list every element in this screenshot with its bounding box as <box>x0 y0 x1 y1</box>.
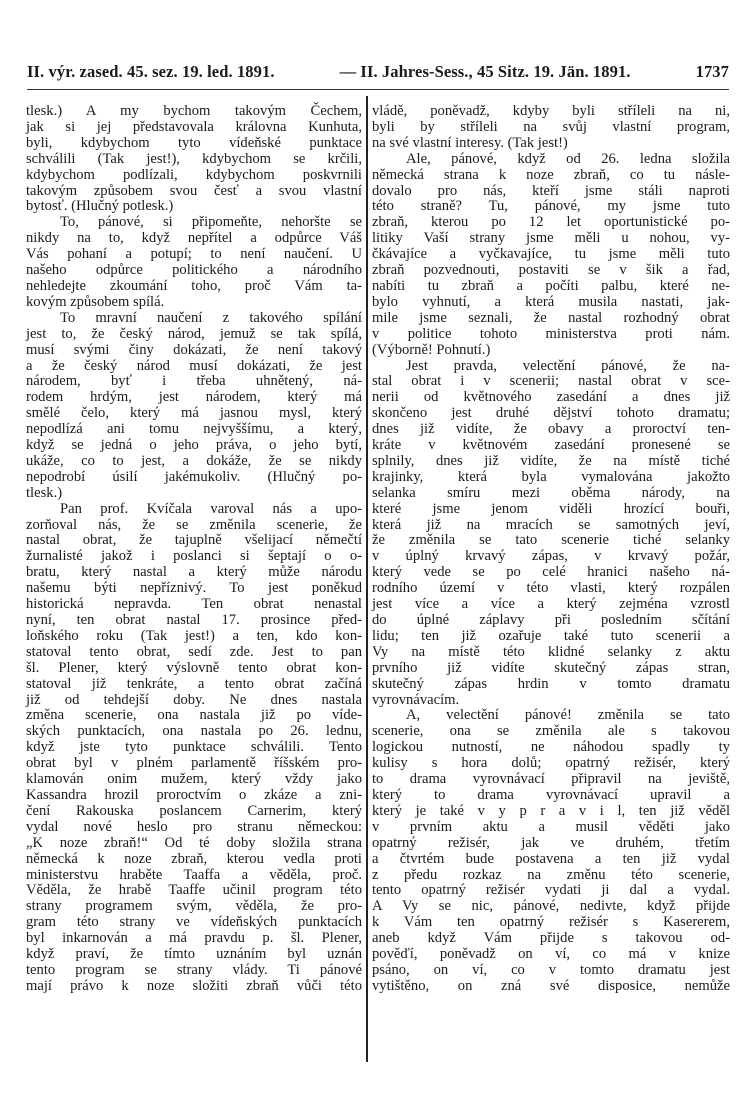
paragraph <box>372 152 730 359</box>
text-line: v úplný krvavý zápas, v krvavý požár, <box>372 548 730 565</box>
text-line: to drama vyrovnávací připravil na jeviště, <box>372 771 730 788</box>
text-line: aneb když Vám přijde s takovou od- <box>372 930 730 947</box>
text-line: čkávajíce a vyčkavajíce, tu jsme měli tuto <box>372 246 730 263</box>
text-line: byli by stříleli na svůj vlastní program, <box>372 118 730 135</box>
text-line: v prvním aktu a musil věděti jako <box>372 818 730 835</box>
text-line: tento program se strany vlády. Ti pánové <box>26 961 362 978</box>
text-line: kdybychom podlízali, kdybychom poskvrnili <box>26 166 362 183</box>
text-line: vytištěno, on zná své disposice, nemůže <box>372 977 730 994</box>
text-line: které jsme jenom viděli hrozící bouři, <box>372 500 730 517</box>
text-line: statoval již tenkráte, a tento obrat začíná <box>26 675 362 692</box>
text-line: již od tehdejší doby. Ne dnes nastala <box>26 691 362 708</box>
page-number: 1737 <box>695 62 729 81</box>
text-line: byl inkarnován a má pravdu p. šl. Plener, <box>26 930 362 947</box>
text-line: vyrovnávacím. <box>372 691 460 708</box>
text-line: tlesk.) A my bychom takovým Čechem, <box>26 103 362 119</box>
text-line: kovým způsobem spílá. <box>26 293 165 310</box>
text-line: opatrný režisér, jak ve druhém, třetím <box>372 834 730 851</box>
text-line: A Vy se nic, pánové, nedivte, když přijde <box>372 898 730 915</box>
text-line: Vy na místě této klidné selanky z aktu <box>372 643 730 660</box>
text-line: nepodlízá ani tomu nejvyššímu, a který, <box>26 421 362 438</box>
text-line: našeho odpůrce politického a národního <box>26 262 362 279</box>
text-line: na své vlastní interesy. (Tak jest!) <box>372 134 568 151</box>
text-line: kráte v květnovém zasedání pronesené se <box>372 437 730 454</box>
text-line: který to drama vyrovnávací upravil a <box>372 786 730 803</box>
text-line: logickou nutností, ne náhodou spadly ty <box>372 739 730 756</box>
text-line: stal obrat i v scenerii; nastal obrat v sce- <box>372 373 730 390</box>
text-line: národem, byť i třeba uhnětený, ná- <box>26 373 362 390</box>
text-line: rodního území v této vlasti, který rozpálen <box>372 580 730 597</box>
text-line: scenerie, ona se změnila ale s takovou <box>372 723 730 740</box>
text-line: která již na mracích se samotných jeví, <box>372 516 730 533</box>
text-line: zorňoval nás, že se změnila scenerie, že <box>26 516 362 533</box>
text-line: k Vám ten opatrný režisér s Kasererem, <box>372 914 730 931</box>
text-line: který je také v y p r a v i l, ten již věděl <box>372 802 730 819</box>
text-line: prvního již vidíte skutečný zápas stran, <box>372 659 730 676</box>
right-column <box>372 104 730 995</box>
text-line: psáno, on ví, co v tomto dramatu jest <box>372 961 730 978</box>
text-line: historická nepravda. Ten obrat nenastal <box>26 596 362 613</box>
paragraph <box>372 359 730 709</box>
text-line: ukáže, co to jest, a dokáže, že se nikdy <box>26 452 362 469</box>
header-rule <box>27 89 729 90</box>
text-line: byli, kdybychom tyto vídeňské punktace <box>26 134 362 151</box>
text-line: musí svými činy dokázati, že není takový <box>26 341 362 358</box>
paragraph <box>372 104 730 152</box>
text-line: smělé čelo, který má jasnou mysl, který <box>26 405 362 422</box>
left-column <box>26 104 362 995</box>
text-line: loňského roku (Tak jest!) a ten, kdo kon- <box>26 627 362 644</box>
text-line: To, pánové, si připomeňte, nehoršte se <box>60 214 362 231</box>
text-line: německá k noze zbraň, kterou vedla proti <box>26 850 362 867</box>
text-line: lidu; ten již ozařuje také tuto scenerii a <box>372 627 730 644</box>
text-line: v politice tohoto ministerstva proti nám. <box>372 325 730 342</box>
text-line: nikdy na to, když nepřítel a odpůrce Váš <box>26 230 362 247</box>
text-line: nehledejte zkoumání toho, proč Vám ta- <box>26 277 362 294</box>
text-line: když jste tyto punktace schválili. Tento <box>26 739 362 756</box>
text-line: skončeno jest druhé dějství tohoto dramatu; <box>372 405 730 422</box>
text-line: a čtvrtém bude postavena a ten již vydal <box>372 850 730 867</box>
text-line: pověďí, poněvadž on ví, co má v knize <box>372 946 730 963</box>
text-line: této straně? Tu, pánové, my jsme tuto <box>372 198 730 215</box>
text-line: do úplné záplavy při posledním sčítání <box>372 612 730 628</box>
text-line: z předu rozkaz na změnu této scenerie, <box>372 866 730 883</box>
text-line: nyní, ten obrat nastal 17. prosince před- <box>26 612 362 628</box>
text-line: změna scenerie, ona nastala již po víde- <box>26 707 362 724</box>
text-line: dovalo pro nás, kteří jsme stáli naproti <box>372 182 730 199</box>
text-line: zbraň, kterou po 12 let oportunistické po- <box>372 214 730 231</box>
text-line: statoval tento obrat, sedí zde. Jest to pan <box>26 643 362 660</box>
text-line: Věděla, že hrabě Taaffe učinil program této <box>26 882 362 899</box>
text-line: bylo vyhnutí, a která musila nastati, jak- <box>372 293 730 310</box>
text-line: našemu býti nepříznivý. To jest poněkud <box>26 580 362 597</box>
text-line: když praví, že tímto uznáním byl uznán <box>26 946 362 963</box>
text-line: splnily, dnes již vidíte, že na místě tiché <box>372 452 730 469</box>
text-line: Pan prof. Kvíčala varoval nás a upo- <box>60 500 362 517</box>
paragraph <box>372 708 730 994</box>
text-line: bytosť. (Hlučný potlesk.) <box>26 198 174 215</box>
text-line: bratu, který nastal a který může národu <box>26 564 362 581</box>
text-line: když se jedná o jeho práva, o jeho bytí, <box>26 437 362 454</box>
text-line: mají právo k noze složiti zbraň vůči této <box>26 977 362 994</box>
text-line: nabíti tu zbraň a počíti palbu, které ne- <box>372 277 730 294</box>
text-line: vydal nové heslo pro stranu německou: <box>26 818 362 835</box>
paragraph <box>26 502 362 995</box>
text-line: německá strana k noze zbraň, co tu násle- <box>372 166 730 183</box>
text-line: který vede se po celé hranici našeho ná- <box>372 564 730 581</box>
text-line: rodem hrdým, jest národem, který má <box>26 389 362 406</box>
text-line: (Výborně! Pohnutí.) <box>372 341 491 358</box>
text-line: A, velectění pánové! změnila se tato <box>406 707 730 724</box>
text-line: vládě, poněvadž, kdyby byli stříleli na ni, <box>372 103 730 119</box>
text-line: Ale, pánové, když od 26. ledna složila <box>406 150 730 167</box>
text-line: schválili (Tak jest!), kdybychom se krčili, <box>26 150 362 167</box>
text-line: takovým způsobem svou česť a svou vlastní <box>26 182 362 199</box>
text-line: nerii od květnového zasedání a dnes již <box>372 389 730 406</box>
paragraph <box>26 104 362 215</box>
text-line: čení Rakouska poslancem Carnerim, který <box>26 802 362 819</box>
text-line: jest více a více a který zejména vzrostl <box>372 596 730 613</box>
text-line: klamován onim mužem, který vždy jako <box>26 771 362 788</box>
text-line: že změnila se tato scenerie tiché selanky <box>372 532 730 549</box>
paragraph <box>26 311 362 502</box>
text-line: Vás pohaní a potupí; to není naučení. U <box>26 246 362 263</box>
paragraph <box>26 215 362 310</box>
text-line: selanka smíru mezi oběma národy, na <box>372 484 730 501</box>
text-line: dnes již vidíte, že obavy a proroctví ten- <box>372 421 730 438</box>
text-line: a že český národ musí dokázati, že jest <box>26 357 362 374</box>
text-line: mile jsme seznali, že nastal rozhodný obrat <box>372 309 730 326</box>
header-german-session: — II. Jahres-Sess., 45 Sitz. 19. Jän. 1891. <box>339 62 631 81</box>
text-line: krajinky, která byla vymalována jakožto <box>372 468 730 485</box>
text-line: obrat byl v plném parlamentě říšském pro- <box>26 755 362 772</box>
text-line: skutečný zápas hrdin v tomto dramatu <box>372 675 730 692</box>
text-line: nastal obrat, že tajuplně všelijací němečtí <box>26 532 362 549</box>
text-line: tlesk.) <box>26 484 63 501</box>
text-line: žurnalisté jakož i poslanci si šeptají o o- <box>26 548 362 565</box>
text-line: ministerstvu hraběte Taaffa a věděla, proč. <box>26 866 362 883</box>
text-line: jak si jej představovala královna Kunhuta, <box>26 118 362 135</box>
text-line: jest to, že český národ, jemuž se tak spílá, <box>26 325 362 342</box>
text-line: Jest pravda, velectění pánové, že na- <box>406 357 730 374</box>
text-line: tento opatrný režisér vydati ji dal a vydal. <box>372 882 730 899</box>
header-czech-session: II. výr. zased. 45. sez. 19. led. 1891. <box>27 62 275 81</box>
text-line: kulisy s hora dolů; opatrný režisér, který <box>372 755 730 772</box>
page-header <box>27 62 729 86</box>
text-line: Kassandra hrozil proroctvím o zkáze a zni- <box>26 786 362 803</box>
text-line: šl. Plener, který výslovně tento obrat kon- <box>26 659 362 676</box>
text-line: gram této strany ve vídeňských punktacích <box>26 914 362 931</box>
column-divider <box>366 96 368 1062</box>
text-line: „K noze zbraň!“ Od té doby složila strana <box>26 834 362 851</box>
text-line: zbraň pozvednouti, postaviti se v šik a řad, <box>372 262 730 279</box>
text-line: nepodrobí úsilí jakémukoliv. (Hlučný po- <box>26 468 362 485</box>
text-line: litiky Vaší strany jsme měli u nohou, vy- <box>372 230 730 247</box>
text-line: strany programem svým, věděla, že pro- <box>26 898 362 915</box>
text-line: To mravní naučení z takového spílání <box>60 309 362 326</box>
text-line: ských punktacích, ona nastala po 26. lednu, <box>26 723 362 740</box>
